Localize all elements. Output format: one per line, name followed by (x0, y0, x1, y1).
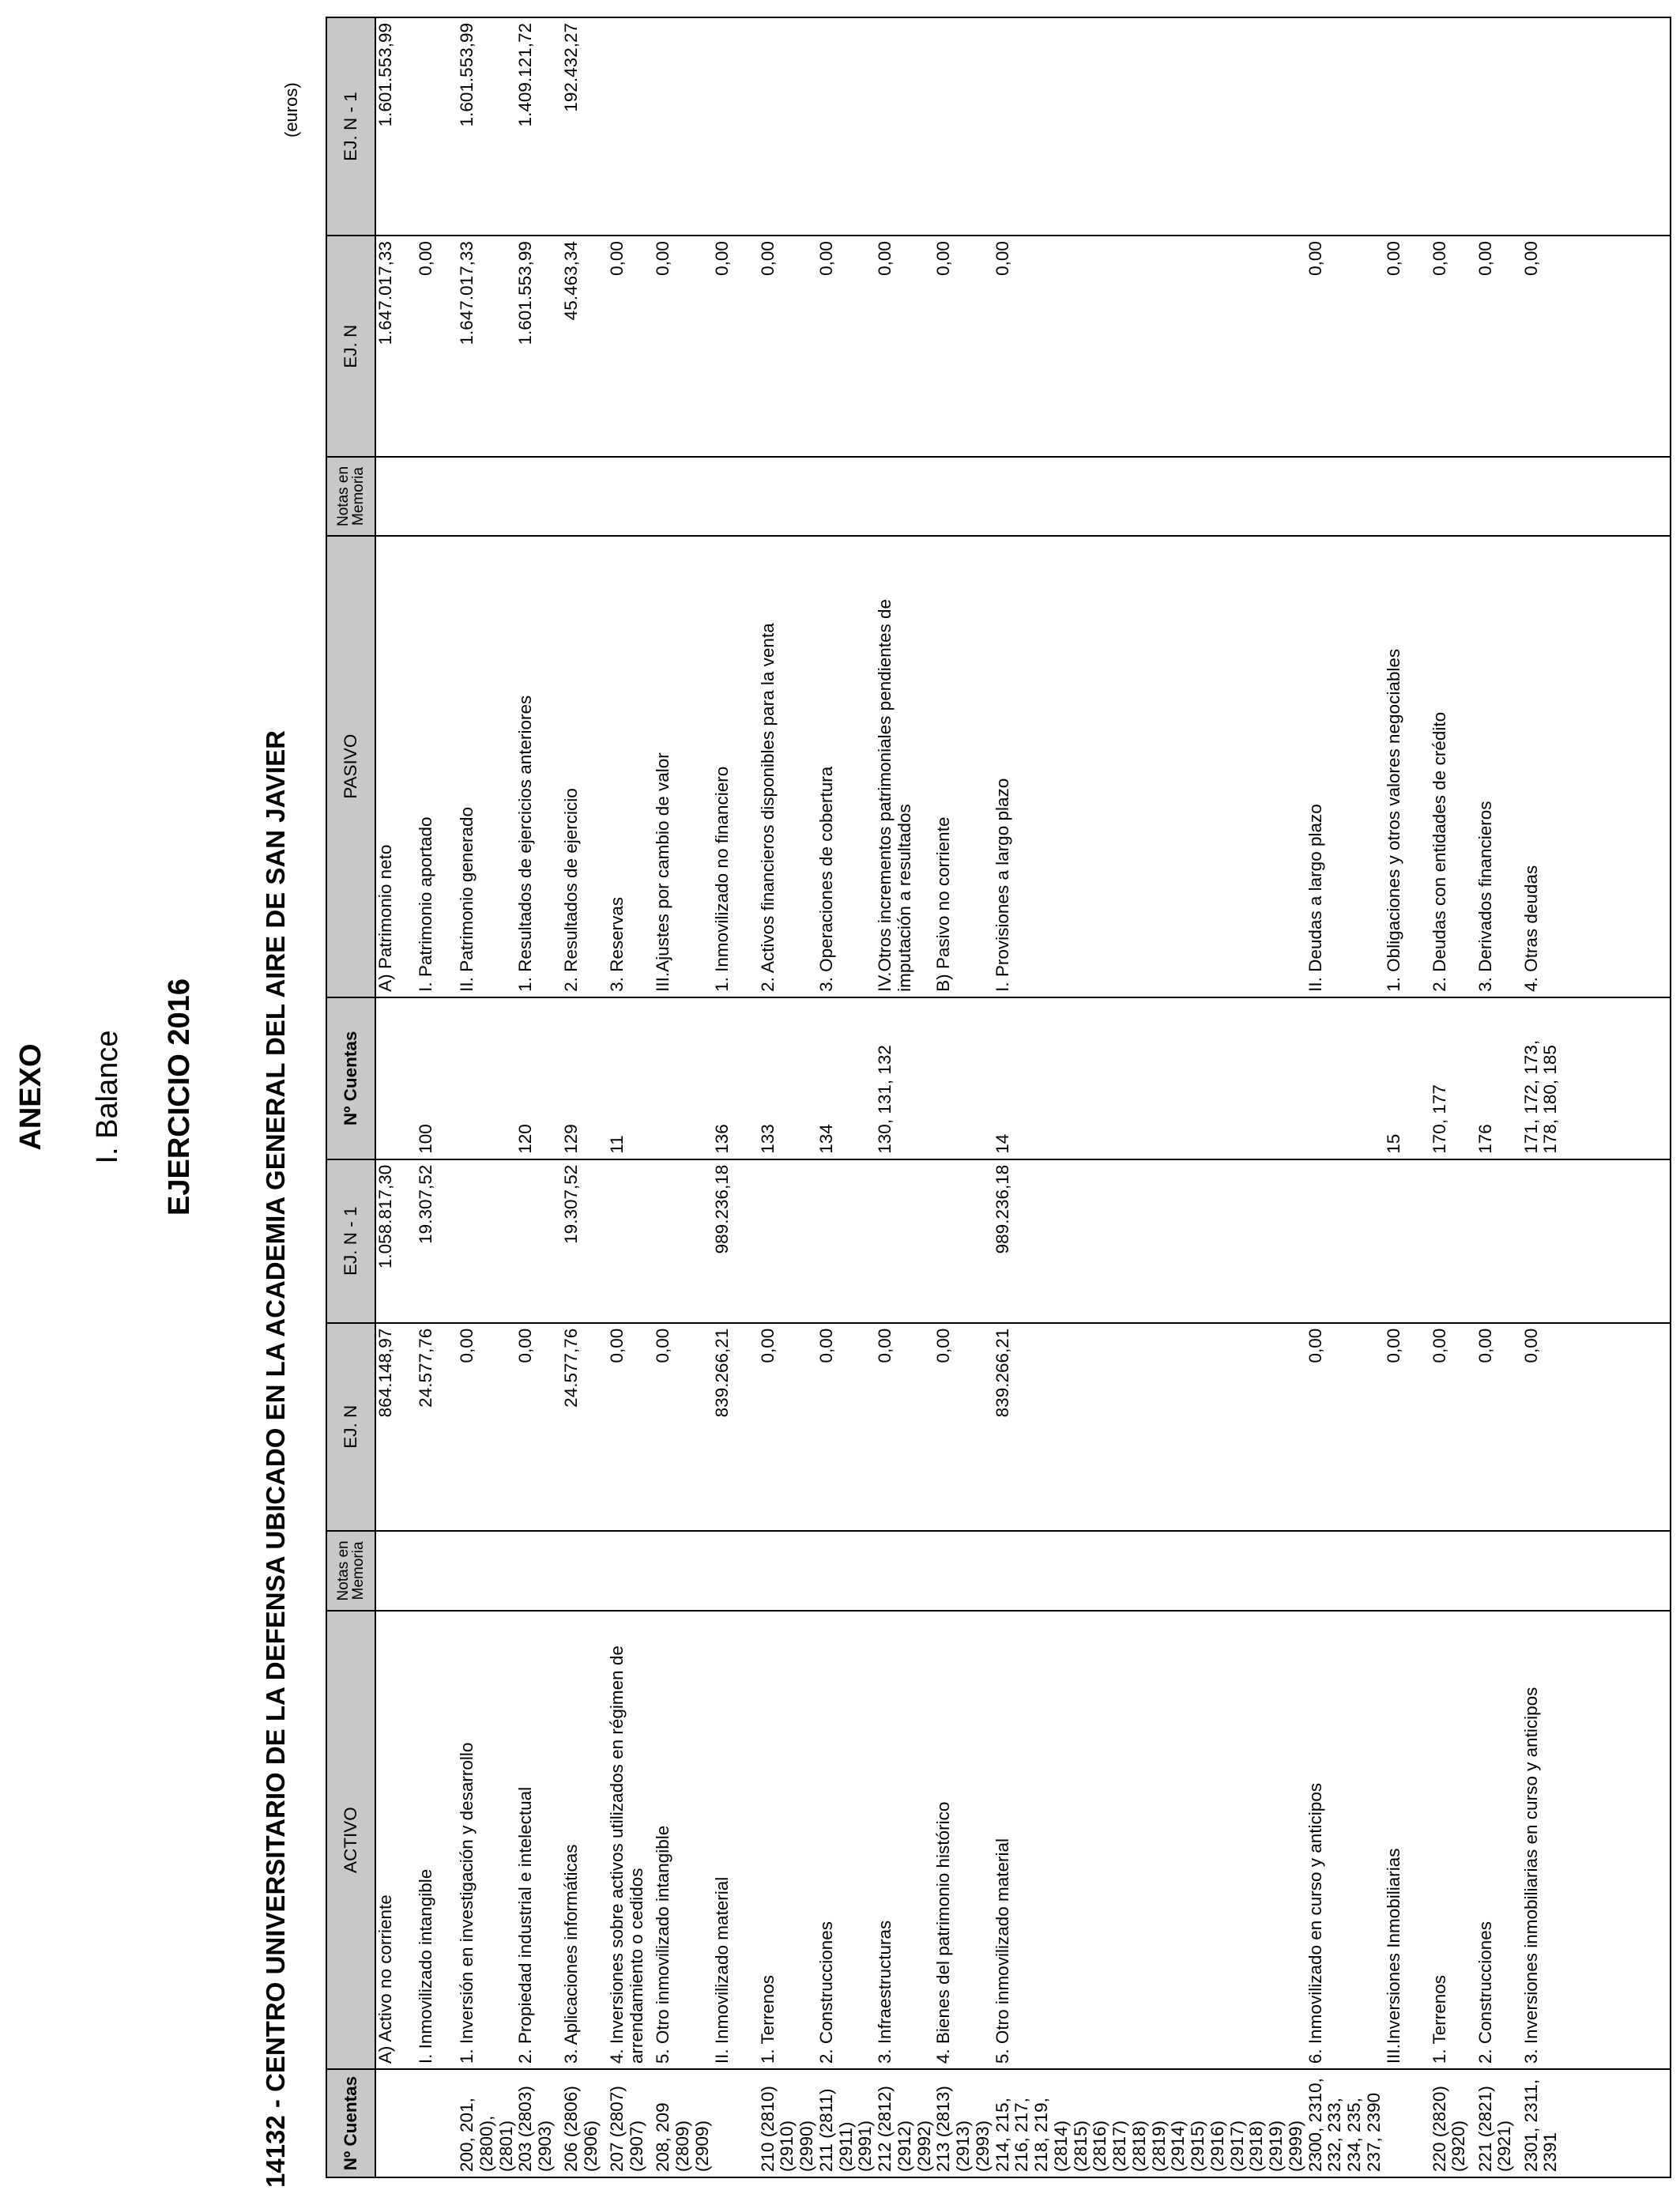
ejn1-activo-value (654, 1159, 712, 1323)
notes-pasivo (375, 457, 416, 535)
ejn-pasivo-value: 0,00 (876, 236, 934, 457)
table-row (562, 17, 608, 2177)
ejn-activo-value: 24.577,76 (416, 1323, 458, 1531)
account-codes-activo: 203 (2803) (2903) (516, 2069, 562, 2177)
ejn-activo-value: 0,00 (1430, 1323, 1476, 1531)
ejn1-pasivo-value (416, 17, 458, 236)
ejn-pasivo-value: 0,00 (759, 236, 817, 457)
table-row (375, 17, 416, 2177)
notes-pasivo (458, 457, 516, 535)
ejn1-pasivo-value (934, 17, 993, 236)
notes-activo (993, 1531, 1306, 1611)
col-header-ejn1-pasivo: EJ. N - 1 (326, 17, 375, 236)
col-header-cuentas-activo: Nº Cuentas (326, 2069, 375, 2177)
table-row (993, 17, 1306, 2177)
account-codes-activo (416, 2069, 458, 2177)
ejn-pasivo-value: 0,00 (817, 236, 876, 457)
col-header-notas-activo: Notas en Memoria (326, 1531, 375, 1611)
ejn-pasivo-value: 0,00 (713, 236, 759, 457)
ejn-pasivo-value: 0,00 (1476, 236, 1522, 457)
account-codes-pasivo (458, 997, 516, 1159)
ejn1-activo-value (817, 1159, 876, 1323)
table-row (876, 17, 934, 2177)
account-codes-activo: 220 (2820) (2920) (1430, 2069, 1476, 2177)
activo-label: 5. Otro inmovilizado intangible (654, 1611, 712, 2069)
ejn1-activo-value: 989.236,18 (713, 1159, 759, 1323)
table-row (1476, 17, 1522, 2177)
ejn-activo-value: 0,00 (1306, 1323, 1384, 1531)
ejn-pasivo-value: 0,00 (608, 236, 654, 457)
ejn1-activo-value: 19.307,52 (562, 1159, 608, 1323)
ejn1-pasivo-value (608, 17, 654, 236)
ejn1-activo-value (1430, 1159, 1476, 1323)
ejn1-pasivo-value (1522, 17, 1568, 236)
ejn1-pasivo-value (1430, 17, 1476, 236)
notes-activo (1384, 1531, 1430, 1611)
notes-activo (1476, 1531, 1522, 1611)
notes-activo (1430, 1531, 1476, 1611)
activo-label: II. Inmovilizado material (713, 1611, 759, 2069)
notes-pasivo (934, 457, 993, 535)
activo-label: 4. Bienes del patrimonio histórico (934, 1611, 993, 2069)
col-header-pasivo: PASIVO (326, 536, 375, 997)
ejn1-pasivo-value (759, 17, 817, 236)
account-codes-pasivo: 11 (608, 997, 654, 1159)
ejn1-pasivo-value (1384, 17, 1430, 236)
table-filler-row (1568, 17, 1671, 2177)
notes-pasivo (1522, 457, 1568, 535)
empty-cell (1568, 17, 1671, 236)
pasivo-label: II. Deudas a largo plazo (1306, 536, 1384, 997)
notes-pasivo (876, 457, 934, 535)
account-codes-activo: 200, 201, (2800), (2801) (458, 2069, 516, 2177)
pasivo-label: II. Patrimonio generado (458, 536, 516, 997)
ejn1-pasivo-value (817, 17, 876, 236)
ejn1-activo-value (458, 1159, 516, 1323)
pasivo-label: I. Provisiones a largo plazo (993, 536, 1306, 997)
table-row (817, 17, 876, 2177)
table-row (416, 17, 458, 2177)
activo-label: 3. Inversiones inmobiliarias en curso y anticipos (1522, 1611, 1568, 2069)
empty-cell (1568, 536, 1671, 997)
pasivo-label: III.Ajustes por cambio de valor (654, 536, 712, 997)
empty-cell (1568, 1159, 1671, 1323)
activo-label: 2. Propiedad industrial e intelectual (516, 1611, 562, 2069)
account-codes-pasivo: 120 (516, 997, 562, 1159)
pasivo-label: 2. Deudas con entidades de crédito (1430, 536, 1476, 997)
ejn-pasivo-value: 0,00 (993, 236, 1306, 457)
activo-label: 1. Terrenos (759, 1611, 817, 2069)
notes-pasivo (1306, 457, 1384, 535)
account-codes-activo (375, 2069, 416, 2177)
pasivo-label: 4. Otras deudas (1522, 536, 1568, 997)
table-row (934, 17, 993, 2177)
table-row (654, 17, 712, 2177)
account-codes-pasivo (375, 997, 416, 1159)
account-codes-pasivo (1306, 997, 1384, 1159)
col-header-cuentas-pasivo: Nº Cuentas (326, 997, 375, 1159)
account-codes-activo: 206 (2806) (2906) (562, 2069, 608, 2177)
empty-cell (1568, 997, 1671, 1159)
ejn1-activo-value: 19.307,52 (416, 1159, 458, 1323)
ejn1-pasivo-value (876, 17, 934, 236)
ejn1-activo-value (1522, 1159, 1568, 1323)
ejn1-pasivo-value: 1.601.553,99 (458, 17, 516, 236)
activo-label: 1. Inversión en investigación y desarrollo (458, 1611, 516, 2069)
activo-label: 3. Aplicaciones informáticas (562, 1611, 608, 2069)
account-codes-activo (713, 2069, 759, 2177)
ejn1-activo-value (876, 1159, 934, 1323)
ejercicio-heading: EJERCICIO 2016 (163, 978, 196, 1216)
ejn-activo-value: 0,00 (1476, 1323, 1522, 1531)
account-codes-pasivo: 171, 172, 173, 178, 180, 185 (1522, 997, 1568, 1159)
pasivo-label: 3. Derivados financieros (1476, 536, 1522, 997)
activo-label: III.Inversiones Inmobiliarias (1384, 1611, 1430, 2069)
ejn-pasivo-value: 0,00 (1306, 236, 1384, 457)
table-row (458, 17, 516, 2177)
ejn-pasivo-value: 0,00 (934, 236, 993, 457)
ejn-activo-value: 0,00 (759, 1323, 817, 1531)
account-codes-activo (1384, 2069, 1430, 2177)
notes-activo (654, 1531, 712, 1611)
ejn-pasivo-value: 1.647.017,33 (458, 236, 516, 457)
activo-label: 3. Infraestructuras (876, 1611, 934, 2069)
table-row (713, 17, 759, 2177)
activo-label: A) Activo no corriente (375, 1611, 416, 2069)
empty-cell (1568, 236, 1671, 457)
account-codes-pasivo: 14 (993, 997, 1306, 1159)
ejn-activo-value: 839.266,21 (993, 1323, 1306, 1531)
col-header-ejn1-activo: EJ. N - 1 (326, 1159, 375, 1323)
account-codes-pasivo: 134 (817, 997, 876, 1159)
pasivo-label: 1. Inmovilizado no financiero (713, 536, 759, 997)
notes-activo (1306, 1531, 1384, 1611)
table-row (516, 17, 562, 2177)
units-label: (euros) (281, 82, 301, 138)
account-codes-activo: 213 (2813) (2913) (2993) (934, 2069, 993, 2177)
account-codes-activo: 211 (2811) (2911) (2991) (817, 2069, 876, 2177)
account-codes-activo: 210 (2810) (2910) (2990) (759, 2069, 817, 2177)
notes-pasivo (1476, 457, 1522, 535)
ejn-activo-value: 24.577,76 (562, 1323, 608, 1531)
ejn1-activo-value (1306, 1159, 1384, 1323)
ejn-pasivo-value: 0,00 (416, 236, 458, 457)
notes-activo (375, 1531, 416, 1611)
account-codes-pasivo: 170, 177 (1430, 997, 1476, 1159)
notes-activo (713, 1531, 759, 1611)
notes-pasivo (759, 457, 817, 535)
ejn1-activo-value (1384, 1159, 1430, 1323)
pasivo-label: 2. Resultados de ejercicio (562, 536, 608, 997)
ejn1-pasivo-value (993, 17, 1306, 236)
table-row (1430, 17, 1476, 2177)
table-row (759, 17, 817, 2177)
notes-activo (817, 1531, 876, 1611)
account-codes-pasivo (934, 997, 993, 1159)
ejn-pasivo-value: 0,00 (1522, 236, 1568, 457)
ejn-activo-value: 0,00 (1384, 1323, 1430, 1531)
pasivo-label: 1. Resultados de ejercicios anteriores (516, 536, 562, 997)
account-codes-activo: 214, 215, 216, 217, 218, 219, (2814) (2815) (2816) (2817) (2818) (2819) (2914) (2915) (2916) (2917) (2918) (2919) (2999) (993, 2069, 1306, 2177)
activo-label: 2. Construcciones (817, 1611, 876, 2069)
account-codes-pasivo: 136 (713, 997, 759, 1159)
notes-pasivo (562, 457, 608, 535)
ejn-pasivo-value: 1.601.553,99 (516, 236, 562, 457)
ejn-pasivo-value: 45.463,34 (562, 236, 608, 457)
ejn-activo-value: 0,00 (654, 1323, 712, 1531)
ejn1-pasivo-value (713, 17, 759, 236)
pasivo-label: 3. Reservas (608, 536, 654, 997)
notes-activo (876, 1531, 934, 1611)
ejn-activo-value: 0,00 (817, 1323, 876, 1531)
ejn1-pasivo-value (1476, 17, 1522, 236)
ejn-activo-value: 0,00 (876, 1323, 934, 1531)
account-codes-pasivo (654, 997, 712, 1159)
col-header-ejn-pasivo: EJ. N (326, 236, 375, 457)
ejn1-activo-value (759, 1159, 817, 1323)
ejn-pasivo-value: 0,00 (1384, 236, 1430, 457)
entity-title: 14132 - CENTRO UNIVERSITARIO DE LA DEFENSA UBICADO EN LA ACADEMIA GENERAL DEL AIRE DE SAN JAVIER (261, 730, 290, 2188)
pasivo-label: I. Patrimonio aportado (416, 536, 458, 997)
notes-pasivo (608, 457, 654, 535)
notes-activo (608, 1531, 654, 1611)
notes-activo (458, 1531, 516, 1611)
ejn1-activo-value (516, 1159, 562, 1323)
empty-cell (1568, 1323, 1671, 1531)
account-codes-pasivo: 133 (759, 997, 817, 1159)
activo-label: 5. Otro inmovilizado material (993, 1611, 1306, 2069)
account-codes-activo: 2301, 2311, 2391 (1522, 2069, 1568, 2177)
notes-activo (934, 1531, 993, 1611)
pasivo-label: 3. Operaciones de cobertura (817, 536, 876, 997)
table-row (1306, 17, 1384, 2177)
ejn1-pasivo-value: 1.409.121,72 (516, 17, 562, 236)
notes-pasivo (817, 457, 876, 535)
ejn1-activo-value (934, 1159, 993, 1323)
ejn-pasivo-value: 0,00 (654, 236, 712, 457)
notes-pasivo (1384, 457, 1430, 535)
notes-pasivo (713, 457, 759, 535)
ejn1-pasivo-value (1306, 17, 1384, 236)
account-codes-activo: 212 (2812) (2912) (2992) (876, 2069, 934, 2177)
ejn-pasivo-value: 0,00 (1430, 236, 1476, 457)
notes-activo (1522, 1531, 1568, 1611)
empty-cell (1568, 2069, 1671, 2177)
pasivo-label: IV.Otros incrementos patrimoniales pendientes de imputación a resultados (876, 536, 934, 997)
table-row (1384, 17, 1430, 2177)
ejn1-activo-value (1476, 1159, 1522, 1323)
ejn-activo-value: 0,00 (1522, 1323, 1568, 1531)
notes-activo (562, 1531, 608, 1611)
ejn-activo-value: 864.148,97 (375, 1323, 416, 1531)
account-codes-pasivo: 176 (1476, 997, 1522, 1159)
account-codes-activo: 207 (2807) (2907) (608, 2069, 654, 2177)
ejn1-activo-value (608, 1159, 654, 1323)
pasivo-label: 2. Activos financieros disponibles para la venta (759, 536, 817, 997)
account-codes-activo: 208, 209 (2809) (2909) (654, 2069, 712, 2177)
empty-cell (1568, 457, 1671, 535)
pasivo-label: 1. Obligaciones y otros valores negociables (1384, 536, 1430, 997)
ejn1-pasivo-value: 1.601.553,99 (375, 17, 416, 236)
ejn-pasivo-value: 1.647.017,33 (375, 236, 416, 457)
empty-cell (1568, 1611, 1671, 2069)
account-codes-pasivo: 15 (1384, 997, 1430, 1159)
notes-activo (516, 1531, 562, 1611)
col-header-activo: ACTIVO (326, 1611, 375, 2069)
account-codes-pasivo: 130, 131, 132 (876, 997, 934, 1159)
pasivo-label: A) Patrimonio neto (375, 536, 416, 997)
notes-pasivo (516, 457, 562, 535)
ejn1-activo-value: 1.058.817,30 (375, 1159, 416, 1323)
balance-table (326, 17, 1671, 2178)
ejn-activo-value: 0,00 (458, 1323, 516, 1531)
activo-label: 1. Terrenos (1430, 1611, 1476, 2069)
pasivo-label: B) Pasivo no corriente (934, 536, 993, 997)
ejn1-pasivo-value (654, 17, 712, 236)
ejn-activo-value: 839.266,21 (713, 1323, 759, 1531)
balance-heading: I. Balance (91, 1030, 124, 1164)
account-codes-activo: 221 (2821) (2921) (1476, 2069, 1522, 2177)
col-header-notas-pasivo: Notas en Memoria (326, 457, 375, 535)
account-codes-pasivo: 129 (562, 997, 608, 1159)
account-codes-activo: 2300, 2310, 232, 233, 234, 235, 237, 2390 (1306, 2069, 1384, 2177)
col-header-ejn-activo: EJ. N (326, 1323, 375, 1531)
notes-pasivo (1430, 457, 1476, 535)
empty-cell (1568, 1531, 1671, 1611)
ejn-activo-value: 0,00 (934, 1323, 993, 1531)
notes-pasivo (654, 457, 712, 535)
anexo-heading: ANEXO (14, 1043, 47, 1151)
ejn1-pasivo-value: 192.432,27 (562, 17, 608, 236)
ejn-activo-value: 0,00 (516, 1323, 562, 1531)
notes-pasivo (993, 457, 1306, 535)
notes-activo (416, 1531, 458, 1611)
activo-label: 6. Inmovilizado en curso y anticipos (1306, 1611, 1384, 2069)
table-header-row (326, 17, 375, 2177)
activo-label: 2. Construcciones (1476, 1611, 1522, 2069)
table-row (608, 17, 654, 2177)
notes-activo (759, 1531, 817, 1611)
notes-pasivo (416, 457, 458, 535)
table-row (1522, 17, 1568, 2177)
ejn-activo-value: 0,00 (608, 1323, 654, 1531)
activo-label: 4. Inversiones sobre activos utilizados en régimen de arrendamiento o cedidos (608, 1611, 654, 2069)
ejn1-activo-value: 989.236,18 (993, 1159, 1306, 1323)
account-codes-pasivo: 100 (416, 997, 458, 1159)
activo-label: I. Inmovilizado intangible (416, 1611, 458, 2069)
